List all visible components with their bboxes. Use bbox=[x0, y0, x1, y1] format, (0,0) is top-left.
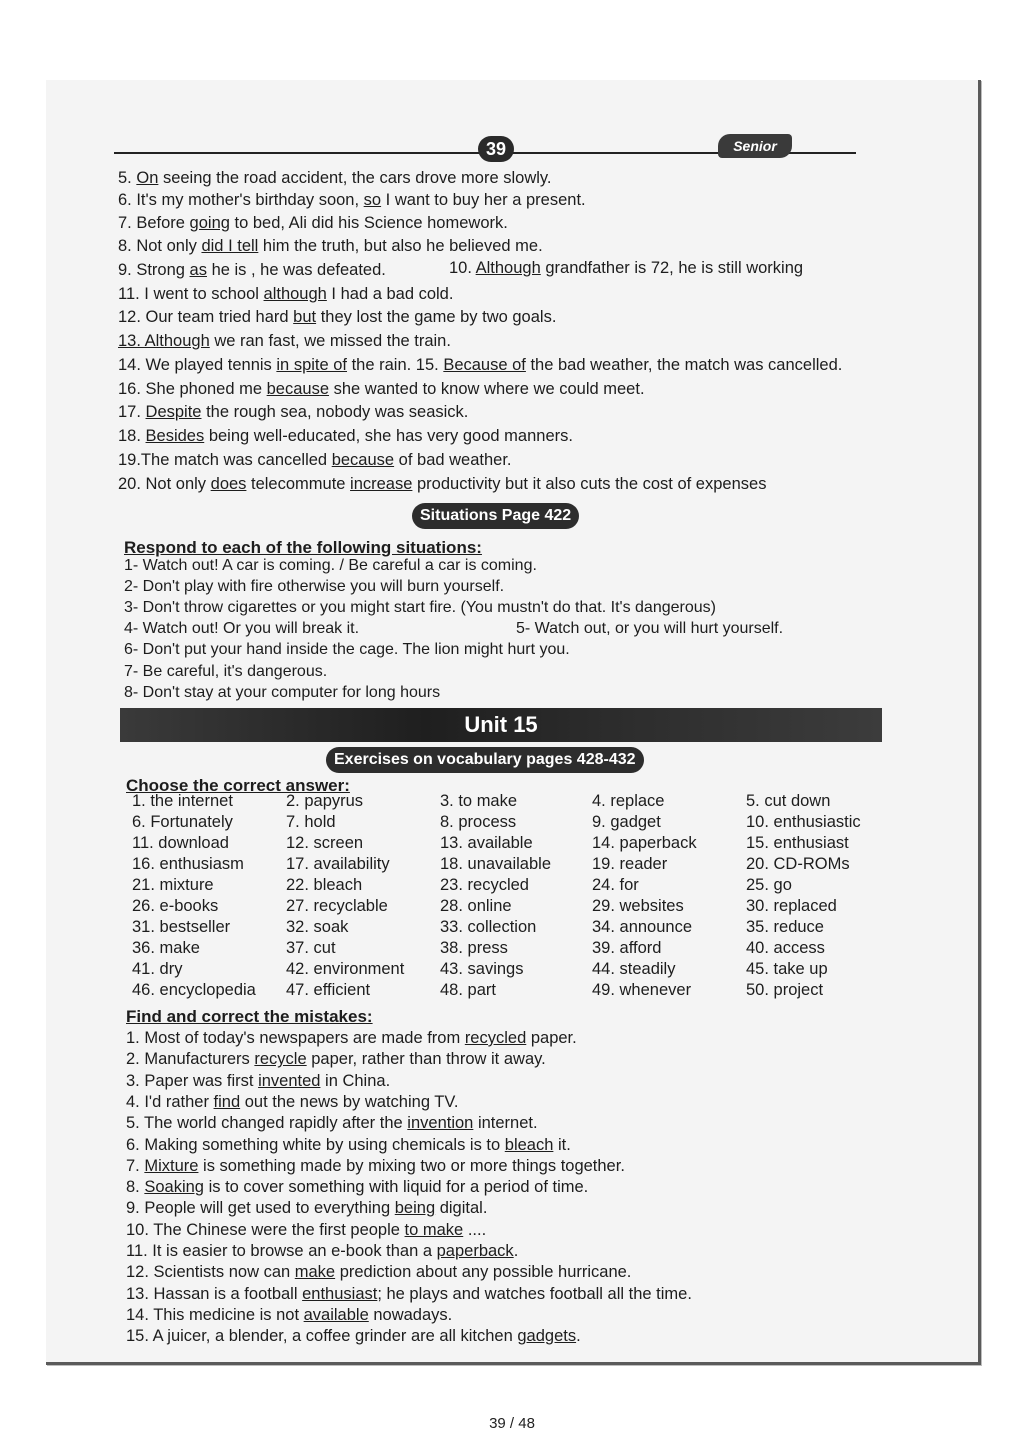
page-number-badge: 39 bbox=[478, 136, 514, 162]
mistake-line: 10. The Chinese were the first people to make .... bbox=[126, 1220, 487, 1239]
situations-badge: Situations Page 422 bbox=[412, 503, 579, 529]
answer-line: 11. I went to school although I had a bad cold. bbox=[118, 285, 454, 303]
mistake-line: 11. It is easier to browse an e-book than a paperback. bbox=[126, 1242, 519, 1260]
answer-cell: 35. reduce bbox=[746, 918, 824, 936]
mistake-line: 12. Scientists now can make prediction about any possible hurricane. bbox=[126, 1263, 632, 1282]
answer-cell: 2. papyrus bbox=[286, 792, 364, 810]
mistake-line: 1. Most of today's newspapers are made from recycled paper. bbox=[126, 1029, 577, 1047]
answer-cell: 23. recycled bbox=[440, 876, 529, 894]
mistake-line: 6. Making something white by using chemicals is to bleach it. bbox=[126, 1135, 571, 1154]
answer-line: 18. Besides being well-educated, she has very good manners. bbox=[118, 427, 573, 445]
mistake-line: 3. Paper was first invented in China. bbox=[126, 1071, 391, 1090]
answer-cell: 43. savings bbox=[440, 960, 524, 978]
answer-cell: 41. dry bbox=[132, 960, 183, 978]
mistakes-heading: Find and correct the mistakes: bbox=[126, 1007, 373, 1026]
mistake-line: 5. The world changed rapidly after the invention internet. bbox=[126, 1114, 538, 1133]
situation-line-5: 5- Watch out, or you will hurt yourself. bbox=[516, 620, 784, 637]
vocabulary-badge: Exercises on vocabulary pages 428-432 bbox=[326, 747, 644, 773]
answer-line: 17. Despite the rough sea, nobody was seasick. bbox=[118, 403, 469, 421]
answer-cell: 32. soak bbox=[286, 918, 349, 936]
answer-cell: 7. hold bbox=[286, 813, 336, 831]
mistake-line: 9. People will get used to everything being digital. bbox=[126, 1199, 488, 1218]
answer-cell: 29. websites bbox=[592, 897, 684, 915]
answer-cell: 27. recyclable bbox=[286, 897, 388, 915]
situation-line: 3- Don't throw cigarettes or you might start fire. (You mustn't do that. It's dangerous) bbox=[124, 599, 716, 616]
mistake-line: 13. Hassan is a football enthusiast; he plays and watches football all the time. bbox=[126, 1284, 692, 1303]
answer-cell: 31. bestseller bbox=[132, 918, 231, 936]
page-indicator: 39 / 48 bbox=[489, 1415, 535, 1432]
answer-cell: 30. replaced bbox=[746, 897, 837, 915]
answer-line: 6. It's my mother's birthday soon, so I want to buy her a present. bbox=[118, 191, 586, 209]
answer-line: 13. Although we ran fast, we missed the train. bbox=[118, 332, 451, 350]
situation-line: 7- Be careful, it's dangerous. bbox=[124, 663, 328, 680]
answer-cell: 4. replace bbox=[592, 792, 665, 810]
mistake-line: 2. Manufacturers recycle paper, rather than throw it away. bbox=[126, 1050, 546, 1069]
answer-cell: 39. afford bbox=[592, 939, 662, 957]
answer-cell: 38. press bbox=[440, 939, 508, 957]
answer-cell: 6. Fortunately bbox=[132, 813, 233, 831]
situation-line: 8- Don't stay at your computer for long hours bbox=[124, 684, 441, 701]
answer-line: 19.The match was cancelled because of bad weather. bbox=[118, 451, 512, 469]
answer-cell: 33. collection bbox=[440, 918, 537, 936]
answer-line: 9. Strong as he is , he was defeated. bbox=[118, 261, 386, 279]
answer-line: 12. Our team tried hard but they lost the game by two goals. bbox=[118, 308, 557, 326]
answer-cell: 45. take up bbox=[746, 960, 828, 978]
situations-heading: Respond to each of the following situations: bbox=[124, 538, 482, 557]
answer-cell: 49. whenever bbox=[592, 981, 692, 999]
answer-cell: 9. gadget bbox=[592, 813, 661, 831]
answer-line: 8. Not only did I tell him the truth, but also he believed me. bbox=[118, 237, 543, 255]
answer-line: 20. Not only does telecommute increase productivity but it also cuts the cost of expenses bbox=[118, 475, 767, 493]
choose-heading: Choose the correct answer: bbox=[126, 776, 350, 795]
answer-cell: 37. cut bbox=[286, 939, 336, 957]
answer-cell: 47. efficient bbox=[286, 981, 371, 999]
answer-line: 14. We played tennis in spite of the rain. 15. Because of the bad weather, the match was cancelled. bbox=[118, 356, 843, 374]
mistake-line: 8. Soaking is to cover something with liquid for a period of time. bbox=[126, 1178, 589, 1197]
answer-cell: 24. for bbox=[592, 876, 639, 894]
answer-cell: 18. unavailable bbox=[440, 855, 552, 873]
answer-cell: 5. cut down bbox=[746, 792, 831, 810]
answer-cell: 16. enthusiasm bbox=[132, 855, 244, 873]
answer-cell: 20. CD-ROMs bbox=[746, 855, 850, 873]
answer-cell: 50. project bbox=[746, 981, 824, 999]
answer-cell: 1. the internet bbox=[132, 792, 233, 810]
answer-line: 5. On seeing the road accident, the cars drove more slowly. bbox=[118, 169, 552, 187]
answer-cell: 19. reader bbox=[592, 855, 668, 873]
answer-line-10: 10. Although grandfather is 72, he is still working bbox=[449, 259, 804, 277]
answer-cell: 28. online bbox=[440, 897, 512, 915]
mistake-line: 14. This medicine is not available nowadays. bbox=[126, 1305, 453, 1324]
brand-logo: Senior bbox=[718, 134, 792, 158]
answer-cell: 13. available bbox=[440, 834, 533, 852]
situation-line: 1- Watch out! A car is coming. / Be careful a car is coming. bbox=[124, 557, 537, 574]
answer-cell: 40. access bbox=[746, 939, 825, 957]
answer-cell: 44. steadily bbox=[592, 960, 676, 978]
situation-line: 2- Don't play with fire otherwise you will burn yourself. bbox=[124, 578, 505, 595]
answer-line: 7. Before going to bed, Ali did his Science homework. bbox=[118, 214, 508, 232]
answer-cell: 48. part bbox=[440, 981, 496, 999]
situation-line: 6- Don't put your hand inside the cage. The lion might hurt you. bbox=[124, 641, 570, 658]
scanned-page bbox=[46, 80, 981, 1365]
answer-cell: 36. make bbox=[132, 939, 200, 957]
mistake-line: 15. A juicer, a blender, a coffee grinder are all kitchen gadgets. bbox=[126, 1327, 581, 1346]
answer-cell: 3. to make bbox=[440, 792, 518, 810]
unit-title-bar: Unit 15 bbox=[120, 708, 882, 742]
answer-cell: 10. enthusiastic bbox=[746, 813, 861, 831]
answer-cell: 42. environment bbox=[286, 960, 405, 978]
mistake-line: 4. I'd rather find out the news by watching TV. bbox=[126, 1092, 459, 1111]
answer-cell: 46. encyclopedia bbox=[132, 981, 256, 999]
answer-cell: 26. e-books bbox=[132, 897, 219, 915]
answer-cell: 34. announce bbox=[592, 918, 693, 936]
answer-cell: 17. availability bbox=[286, 855, 390, 873]
answer-cell: 8. process bbox=[440, 813, 517, 831]
answer-cell: 14. paperback bbox=[592, 834, 697, 852]
answer-cell: 21. mixture bbox=[132, 876, 214, 894]
mistake-line: 7. Mixture is something made by mixing two or more things together. bbox=[126, 1156, 625, 1175]
situation-line: 4- Watch out! Or you will break it. bbox=[124, 620, 360, 637]
answer-line: 16. She phoned me because she wanted to know where we could meet. bbox=[118, 380, 645, 398]
answer-cell: 11. download bbox=[132, 834, 229, 852]
answer-cell: 12. screen bbox=[286, 834, 364, 852]
answer-cell: 22. bleach bbox=[286, 876, 363, 894]
answer-cell: 15. enthusiast bbox=[746, 834, 849, 852]
answer-cell: 25. go bbox=[746, 876, 792, 894]
